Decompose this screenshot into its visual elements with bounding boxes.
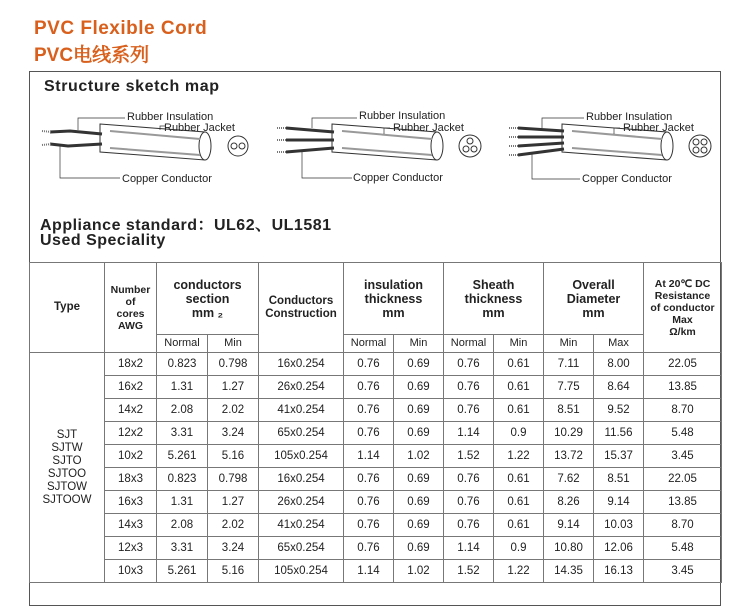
table-cell: 0.61 bbox=[494, 514, 544, 537]
table-cell: 9.14 bbox=[594, 491, 644, 514]
table-cell: 0.76 bbox=[344, 468, 394, 491]
table-cell: 0.61 bbox=[494, 399, 544, 422]
table-row bbox=[30, 353, 722, 376]
table-cell: 1.27 bbox=[208, 491, 259, 514]
table-cell: 12x3 bbox=[105, 537, 157, 560]
rubber-jacket-label: Rubber Jacket bbox=[164, 122, 235, 134]
specification-table bbox=[29, 262, 722, 583]
table-cell: 22.05 bbox=[644, 468, 722, 491]
table-row bbox=[30, 537, 722, 560]
table-row bbox=[30, 422, 722, 445]
table-cell: 8.51 bbox=[594, 468, 644, 491]
table-cell: 0.76 bbox=[444, 399, 494, 422]
header-insulation: insulation thickness mm bbox=[344, 263, 444, 335]
rubber-jacket-label: Rubber Jacket bbox=[393, 122, 464, 134]
subheader-section-min: Min bbox=[208, 335, 259, 353]
table-cell: 0.76 bbox=[444, 376, 494, 399]
table-cell: 1.22 bbox=[494, 445, 544, 468]
table-cell: 3.45 bbox=[644, 560, 722, 583]
subheader-diameter-min: Min bbox=[544, 335, 594, 353]
table-cell: 0.76 bbox=[344, 376, 394, 399]
table-cell: 26x0.254 bbox=[259, 491, 344, 514]
table-cell: 0.61 bbox=[494, 353, 544, 376]
table-cell: 65x0.254 bbox=[259, 422, 344, 445]
appliance-standard: Appliance standard：UL62、UL1581 bbox=[40, 217, 332, 234]
table-cell: 1.31 bbox=[157, 491, 208, 514]
table-cell: 0.69 bbox=[394, 376, 444, 399]
sketch-section-title: Structure sketch map bbox=[44, 78, 220, 95]
subheader-insulation-min: Min bbox=[394, 335, 444, 353]
table-cell: 7.75 bbox=[544, 376, 594, 399]
table-cell: 10x3 bbox=[105, 560, 157, 583]
table-cell: 0.69 bbox=[394, 399, 444, 422]
cable-sketch-3-core bbox=[272, 106, 487, 188]
table-cell: 0.798 bbox=[208, 468, 259, 491]
rubber-jacket-label: Rubber Jacket bbox=[623, 122, 694, 134]
table-cell: 18x3 bbox=[105, 468, 157, 491]
table-cell: 0.76 bbox=[344, 422, 394, 445]
subheader-section-normal: Normal bbox=[157, 335, 208, 353]
table-cell: 0.9 bbox=[494, 422, 544, 445]
table-cell: 12x2 bbox=[105, 422, 157, 445]
table-row bbox=[30, 491, 722, 514]
table-cell: 10.80 bbox=[544, 537, 594, 560]
table-cell: 10.29 bbox=[544, 422, 594, 445]
table-cell: 22.05 bbox=[644, 353, 722, 376]
table-cell: 5.16 bbox=[208, 560, 259, 583]
table-cell: 0.76 bbox=[444, 491, 494, 514]
table-cell: 5.48 bbox=[644, 422, 722, 445]
table-cell: 0.9 bbox=[494, 537, 544, 560]
table-cell: 1.22 bbox=[494, 560, 544, 583]
table-cell: 105x0.254 bbox=[259, 560, 344, 583]
table-cell: 41x0.254 bbox=[259, 514, 344, 537]
header-type: Type bbox=[30, 263, 105, 353]
cable-sketch-2-core bbox=[40, 106, 255, 188]
copper-conductor-label: Copper Conductor bbox=[122, 173, 212, 185]
table-row bbox=[30, 399, 722, 422]
table-cell: 14.35 bbox=[544, 560, 594, 583]
header-diameter: Overall Diameter mm bbox=[544, 263, 644, 335]
type-cell bbox=[30, 353, 105, 583]
table-cell: 0.61 bbox=[494, 491, 544, 514]
table-cell: 13.72 bbox=[544, 445, 594, 468]
table-cell: 15.37 bbox=[594, 445, 644, 468]
table-cell: 3.24 bbox=[208, 422, 259, 445]
subheader-sheath-normal: Normal bbox=[444, 335, 494, 353]
type-label: SJTW bbox=[51, 441, 83, 454]
table-cell: 3.45 bbox=[644, 445, 722, 468]
table-cell: 5.261 bbox=[157, 560, 208, 583]
page-title-chinese: PVC电线系列 bbox=[34, 45, 150, 66]
table-cell: 1.14 bbox=[344, 560, 394, 583]
table-cell: 18x2 bbox=[105, 353, 157, 376]
table-cell: 5.48 bbox=[644, 537, 722, 560]
type-label: SJTOOW bbox=[42, 493, 92, 506]
page-title: PVC Flexible Cord bbox=[34, 18, 208, 39]
table-cell: 8.70 bbox=[644, 399, 722, 422]
table-cell: 2.08 bbox=[157, 514, 208, 537]
copper-conductor-label: Copper Conductor bbox=[582, 173, 672, 185]
table-cell: 0.76 bbox=[344, 353, 394, 376]
table-cell: 1.52 bbox=[444, 445, 494, 468]
table-cell: 1.31 bbox=[157, 376, 208, 399]
table-cell: 0.798 bbox=[208, 353, 259, 376]
table-cell: 8.00 bbox=[594, 353, 644, 376]
table-cell: 9.52 bbox=[594, 399, 644, 422]
cable-sketch-4-core bbox=[502, 106, 717, 188]
table-cell: 0.61 bbox=[494, 376, 544, 399]
table-cell: 1.27 bbox=[208, 376, 259, 399]
table-cell: 1.52 bbox=[444, 560, 494, 583]
type-label: SJTOW bbox=[46, 480, 88, 493]
table-cell: 65x0.254 bbox=[259, 537, 344, 560]
header-sheath: Sheath thickness mm bbox=[444, 263, 544, 335]
table-cell: 0.69 bbox=[394, 537, 444, 560]
table-cell: 16x0.254 bbox=[259, 468, 344, 491]
table-cell: 0.76 bbox=[344, 399, 394, 422]
table-cell: 0.69 bbox=[394, 422, 444, 445]
subheader-diameter-max: Max bbox=[594, 335, 644, 353]
table-cell: 1.02 bbox=[394, 560, 444, 583]
subheader-insulation-normal: Normal bbox=[344, 335, 394, 353]
table-cell: 26x0.254 bbox=[259, 376, 344, 399]
header-cores: Number of cores AWG bbox=[105, 263, 157, 353]
table-cell: 0.76 bbox=[444, 353, 494, 376]
table-cell: 10.03 bbox=[594, 514, 644, 537]
table-cell: 1.14 bbox=[444, 537, 494, 560]
table-cell: 13.85 bbox=[644, 376, 722, 399]
table-cell: 11.56 bbox=[594, 422, 644, 445]
table-cell: 0.61 bbox=[494, 468, 544, 491]
table-cell: 0.76 bbox=[344, 491, 394, 514]
table-body bbox=[30, 353, 722, 583]
table-cell: 2.02 bbox=[208, 514, 259, 537]
rubber-insulation-label: Rubber Insulation bbox=[586, 111, 673, 123]
table-cell: 41x0.254 bbox=[259, 399, 344, 422]
table-cell: 5.16 bbox=[208, 445, 259, 468]
table-cell: 16x2 bbox=[105, 376, 157, 399]
header-section: conductors section mm ₂ bbox=[157, 263, 259, 335]
table-cell: 0.76 bbox=[444, 468, 494, 491]
table-cell: 16x0.254 bbox=[259, 353, 344, 376]
table-row bbox=[30, 468, 722, 491]
table-cell: 8.64 bbox=[594, 376, 644, 399]
table-cell: 0.823 bbox=[157, 468, 208, 491]
table-cell: 5.261 bbox=[157, 445, 208, 468]
table-cell: 0.69 bbox=[394, 514, 444, 537]
table-cell: 8.26 bbox=[544, 491, 594, 514]
table-cell: 0.69 bbox=[394, 468, 444, 491]
table-cell: 3.24 bbox=[208, 537, 259, 560]
table-cell: 2.08 bbox=[157, 399, 208, 422]
table-cell: 3.31 bbox=[157, 537, 208, 560]
table-cell: 10x2 bbox=[105, 445, 157, 468]
table-cell: 16x3 bbox=[105, 491, 157, 514]
table-row bbox=[30, 560, 722, 583]
table-cell: 0.823 bbox=[157, 353, 208, 376]
table-cell: 0.69 bbox=[394, 491, 444, 514]
table-row bbox=[30, 445, 722, 468]
table-cell: 13.85 bbox=[644, 491, 722, 514]
table-cell: 9.14 bbox=[544, 514, 594, 537]
table-cell: 8.70 bbox=[644, 514, 722, 537]
rubber-insulation-label: Rubber Insulation bbox=[127, 111, 214, 123]
table-row bbox=[30, 376, 722, 399]
copper-conductor-label: Copper Conductor bbox=[353, 172, 443, 184]
table-cell: 14x3 bbox=[105, 514, 157, 537]
table-cell: 0.76 bbox=[344, 537, 394, 560]
table-cell: 16.13 bbox=[594, 560, 644, 583]
header-construction: Conductors Construction bbox=[259, 263, 344, 353]
table-cell: 14x2 bbox=[105, 399, 157, 422]
table-cell: 7.62 bbox=[544, 468, 594, 491]
header-resistance: At 20℃ DC Resistance of conductor Max Ω/km bbox=[644, 263, 722, 353]
table-cell: 1.14 bbox=[444, 422, 494, 445]
subheader-sheath-min: Min bbox=[494, 335, 544, 353]
table-cell: 1.14 bbox=[344, 445, 394, 468]
type-label: SJTOO bbox=[47, 467, 87, 480]
table-cell: 3.31 bbox=[157, 422, 208, 445]
rubber-insulation-label: Rubber Insulation bbox=[359, 110, 446, 122]
table-cell: 2.02 bbox=[208, 399, 259, 422]
table-cell: 1.02 bbox=[394, 445, 444, 468]
table-row bbox=[30, 514, 722, 537]
table-cell: 0.76 bbox=[344, 514, 394, 537]
table-cell: 12.06 bbox=[594, 537, 644, 560]
table-cell: 105x0.254 bbox=[259, 445, 344, 468]
table-cell: 8.51 bbox=[544, 399, 594, 422]
table-cell: 0.69 bbox=[394, 353, 444, 376]
used-speciality: Used Speciality bbox=[40, 232, 166, 249]
type-label: SJT bbox=[56, 428, 78, 441]
table-cell: 0.76 bbox=[444, 514, 494, 537]
table-cell: 7.11 bbox=[544, 353, 594, 376]
type-label: SJTO bbox=[52, 454, 82, 467]
